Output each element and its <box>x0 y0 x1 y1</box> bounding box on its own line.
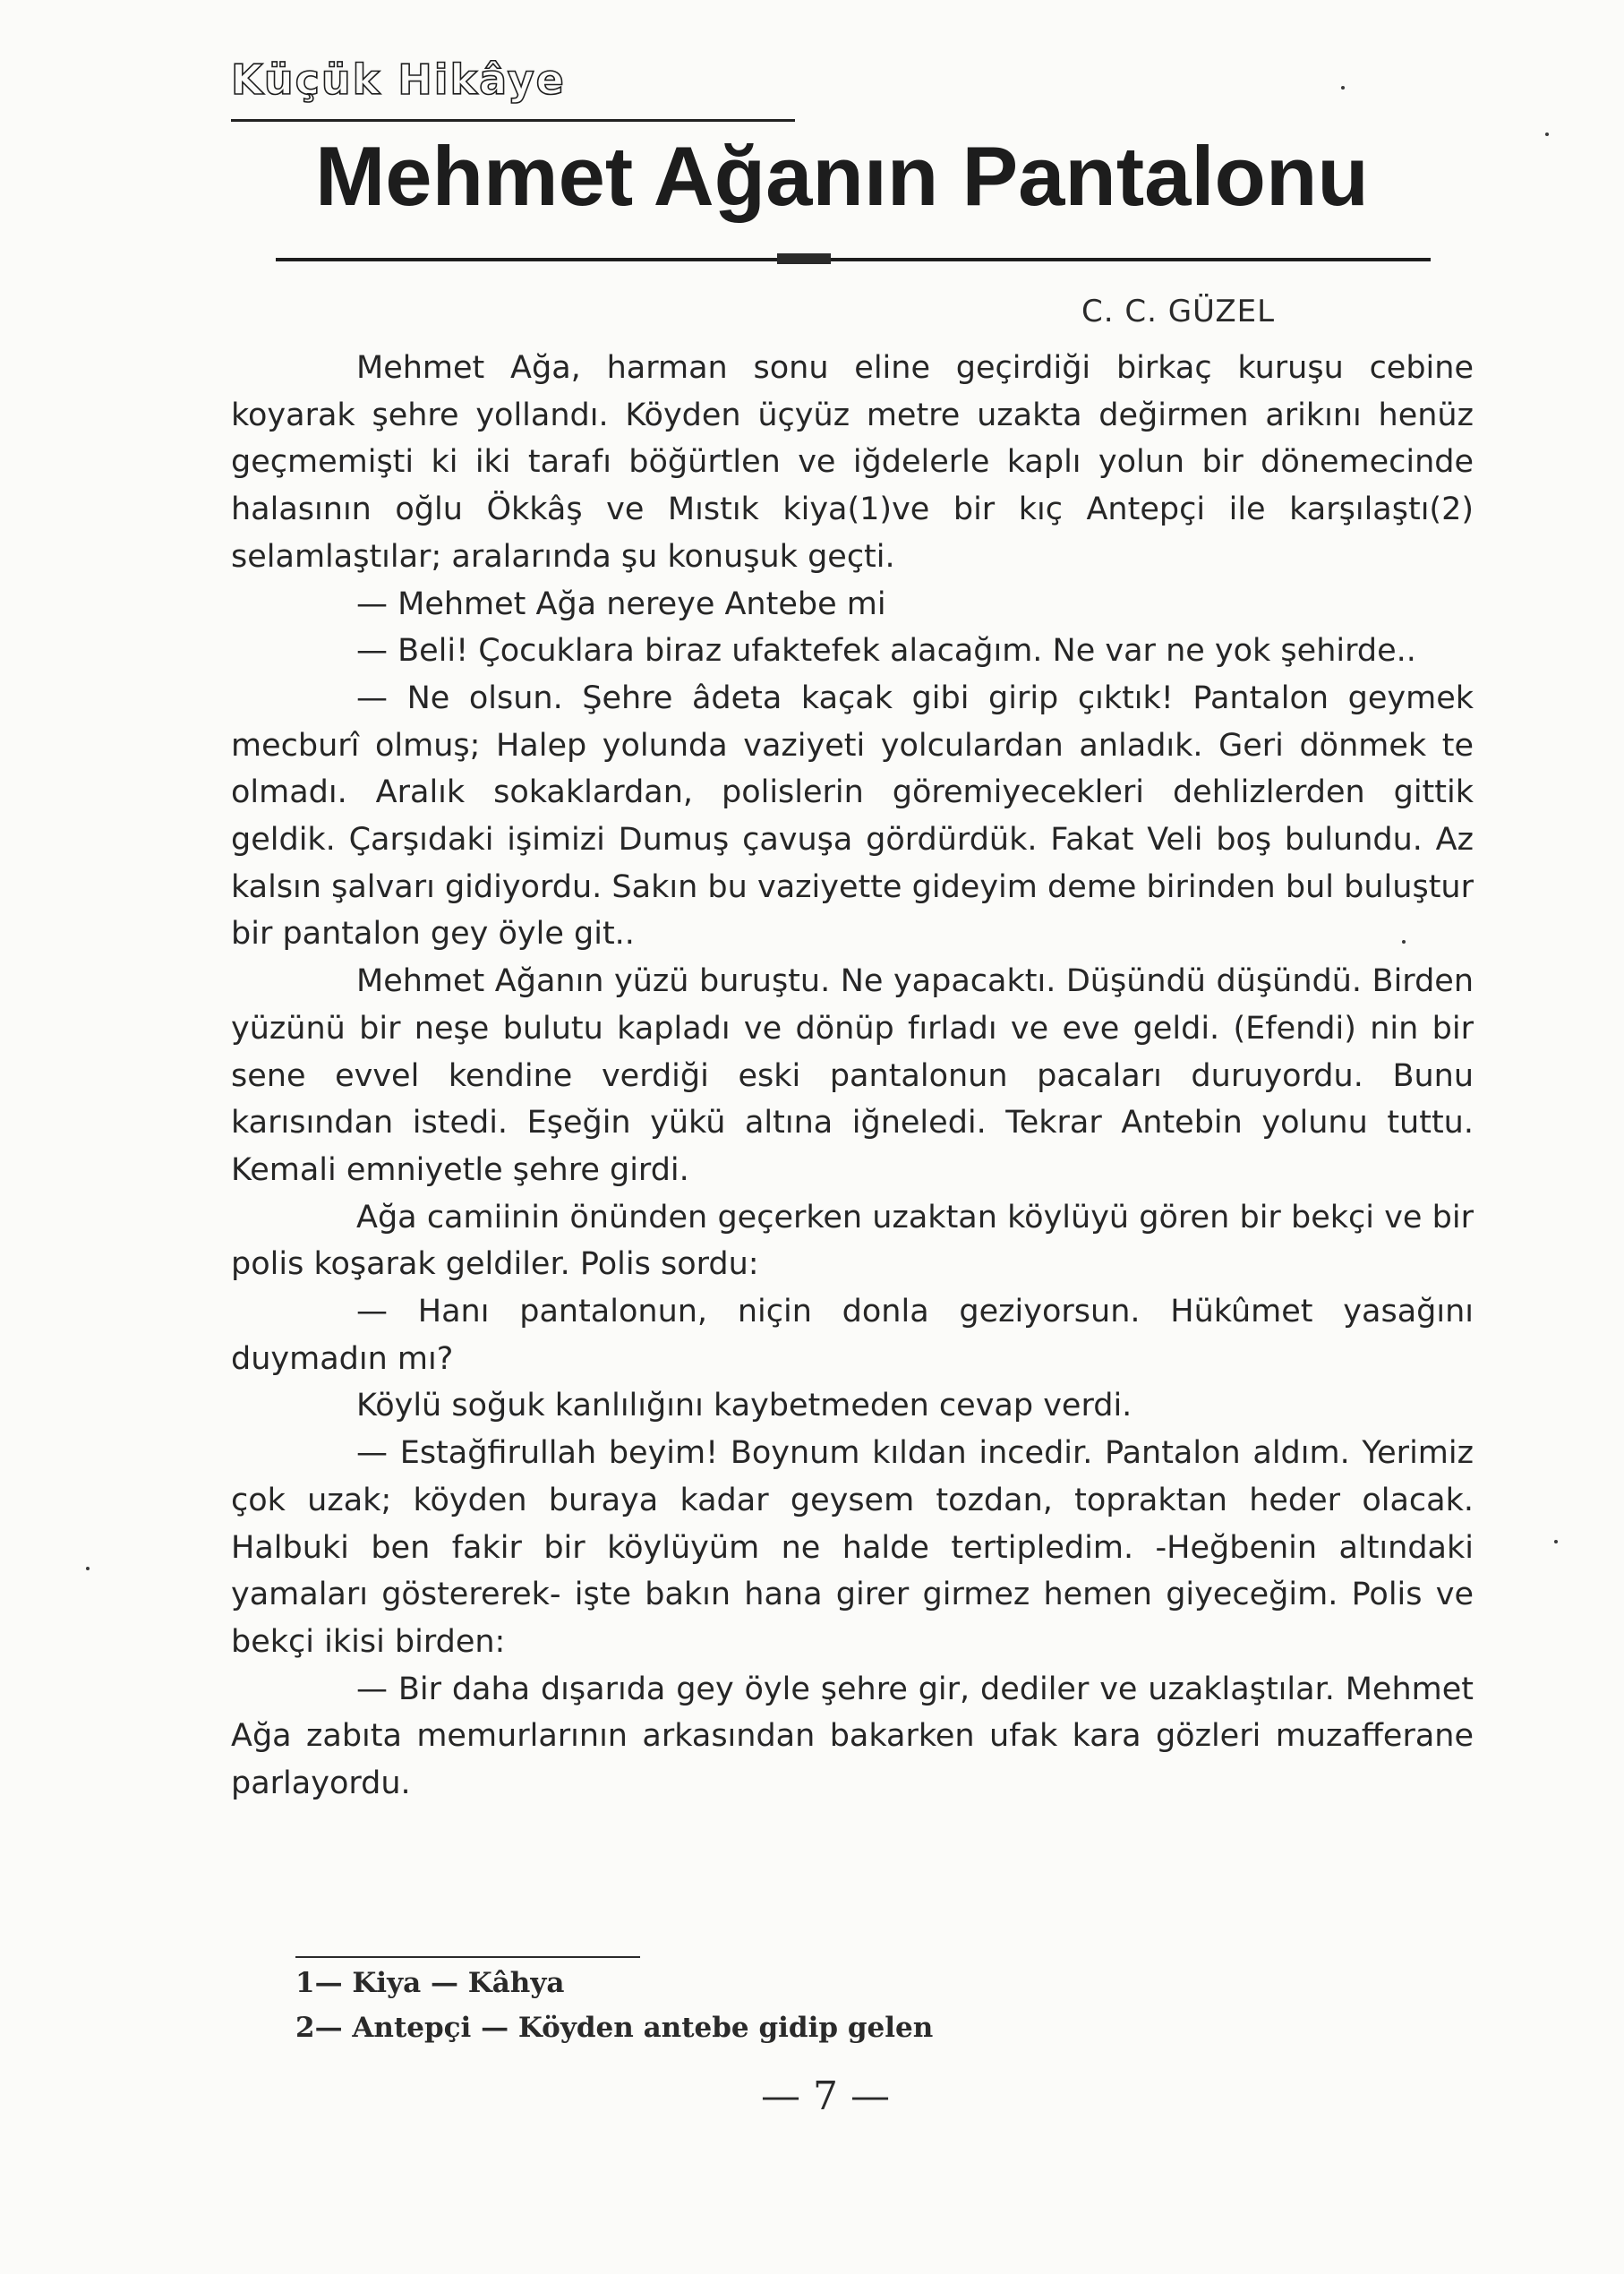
story-paragraph: Mehmet Ağa, harman sonu eline geçirdiği birkaç kuruşu cebine koyarak şehre yollandı. Köyden üçyüz metre uzakta değirmen arikını henüz geçmemişti ki iki tarafı böğürtlen ve iğdelerle kaplı yolun bir dönemecinde halasının oğlu Ökkâş ve Mıstık kiya(1)ve bir kıç Antepçi ile karşılaştı(2) selamlaştılar; aralarında şu konuşuk geçti. <box>231 350 1474 575</box>
footnote: 2— Antepçi — Köyden antebe gidip gelen <box>295 2012 934 2044</box>
story-paragraph: — Hanı pantalonun, niçin donla geziyorsun. Hükûmet yasağını duymadın mı? <box>231 1294 1474 1377</box>
page-number: — 7 — <box>761 2073 890 2119</box>
footnote: 1— Kiya — Kâhya <box>295 1967 565 1999</box>
story-title: Mehmet Ağanın Pantalonu <box>315 129 1369 223</box>
series-underline <box>231 119 795 122</box>
story-paragraph: — Estağfirullah beyim! Boynum kıldan incedir. Pantalon aldım. Yerimiz çok uzak; köyden buraya kadar geysem tozdan, topraktan heder olacak. Halbuki ben fakir bir köylüyüm ne halde tertipledim. -Heğbenin altındaki yamaları göstererek- işte bakın hana girer girmez hemen giyeceğim. Polis ve bekçi ikisi birden: <box>231 1435 1474 1660</box>
story-paragraph: — Ne olsun. Şehre âdeta kaçak gibi girip çıktık! Pantalon geymek mecburî olmuş; Halep yolunda vaziyeti yolculardan anladık. Geri dönmek te olmadı. Aralık sokaklardan, polislerin göremiyecekleri dehlizlerden gittik geldik. Çarşıdaki işimizi Dumuş çavuşa gördürdük. Fakat Veli boş bulundu. Az kalsın şalvarı gidiyordu. Sakın bu vaziyette gideyim deme birinden bul buluştur bir pantalon gey öyle git.. <box>231 680 1474 953</box>
story-paragraph: — Bir daha dışarıda gey öyle şehre gir, dediler ve uzaklaştılar. Mehmet Ağa zabıta memurlarının arkasından bakarken ufak kara gözleri muzafferane parlayordu. <box>231 1671 1474 1802</box>
story-paragraph: — Mehmet Ağa nereye Antebe mi <box>356 586 886 622</box>
print-speck <box>1554 1540 1558 1543</box>
series-label: Küçük Hikâye <box>231 56 566 104</box>
story-paragraph: Köylü soğuk kanlılığını kaybetmeden cevap verdi. <box>356 1388 1133 1424</box>
footnotes <box>295 1961 933 2050</box>
print-speck <box>86 1567 90 1570</box>
story-paragraph: — Beli! Çocuklara biraz ufaktefek alacağım. Ne var ne yok şehirde.. <box>356 633 1416 670</box>
story-paragraph: Ağa camiinin önünden geçerken uzaktan köylüyü gören bir bekçi ve bir polis koşarak geldiler. Polis sordu: <box>231 1199 1474 1283</box>
title-rule <box>276 258 1431 261</box>
author-byline: C. C. GÜZEL <box>1081 294 1276 329</box>
print-speck <box>1341 86 1345 90</box>
story-paragraph: Mehmet Ağanın yüzü buruştu. Ne yapacaktı. Düşündü düşündü. Birden yüzünü bir neşe bulutu kapladı ve dönüp fırladı ve eve geldi. (Efendi) nin bir sene evvel kendine verdiği eski pantalonun pacaları duruyordu. Bunu karısından istedi. Eşeğin yükü altına iğneledi. Tekrar Antebin yolunu tuttu. Kemali emniyetle şehre girdi. <box>231 963 1474 1188</box>
title-ornament <box>777 253 831 264</box>
print-speck <box>1545 133 1549 136</box>
footnote-rule <box>295 1956 640 1958</box>
print-speck <box>1402 940 1406 944</box>
story-body <box>231 345 1474 1808</box>
